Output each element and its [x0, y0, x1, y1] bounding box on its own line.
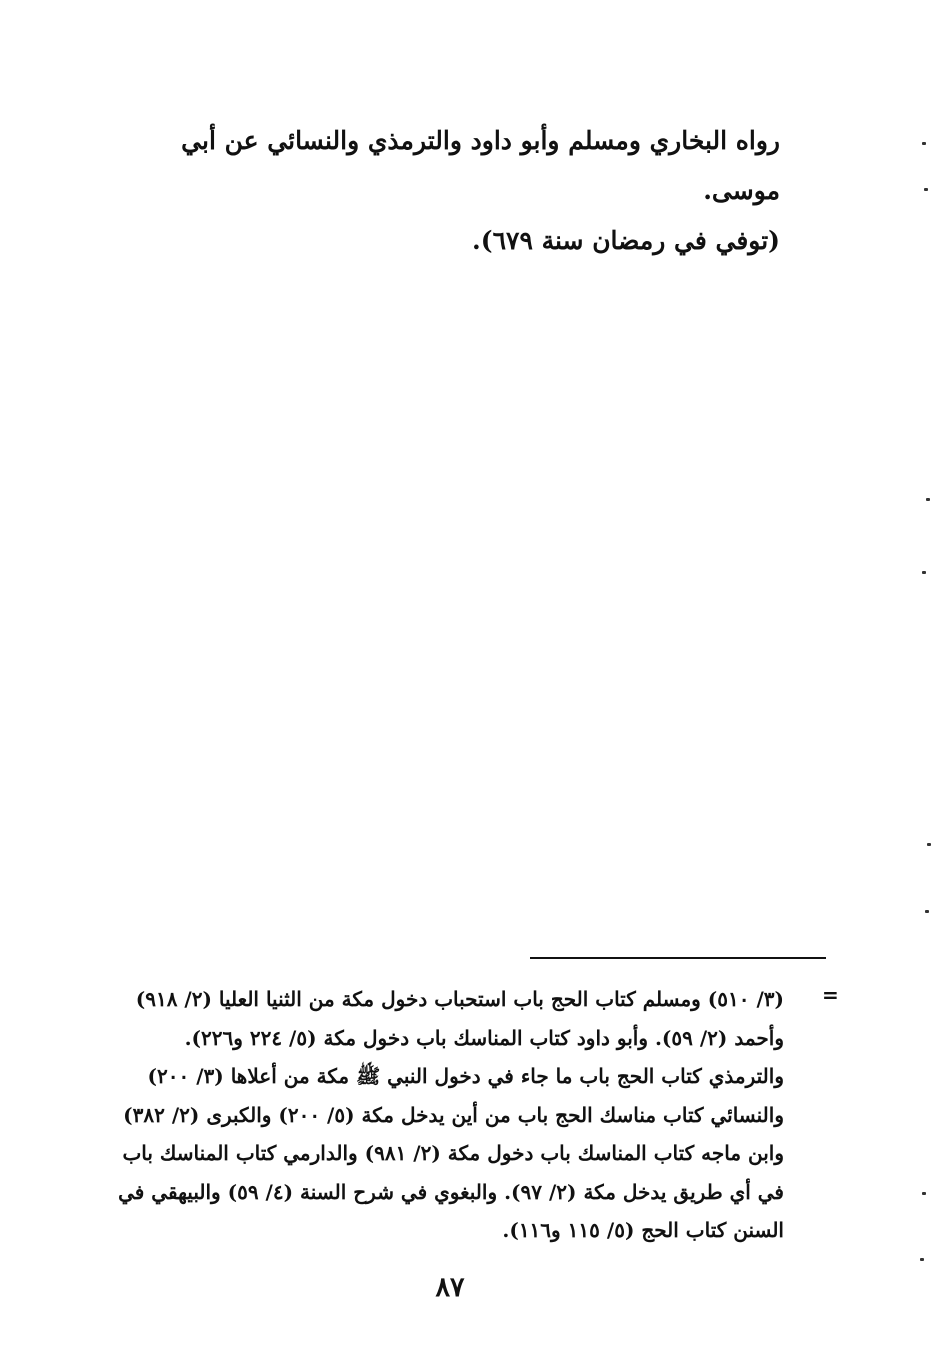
margin-speck: [922, 142, 926, 145]
footnote-line-7: السنن كتاب الحج (٥/ ١١٥ و١١٦).: [502, 1218, 784, 1242]
main-text-line-2: (توفي في رمضان سنة ٦٧٩).: [472, 226, 780, 255]
footnote-separator: [530, 957, 826, 959]
margin-speck: [920, 1258, 924, 1261]
footnote-continuation-mark: =: [822, 983, 839, 1007]
margin-speck: [922, 571, 926, 574]
main-text-line-1: رواه البخاري ومسلم وأبو داود والترمذي والنسائي عن أبي موسى.: [181, 126, 780, 205]
footnote-line-1: (٣/ ٥١٠) ومسلم كتاب الحج باب استحباب دخول مكة من الثنيا العليا (٢/ ٩١٨): [135, 987, 784, 1011]
main-text-block: [170, 116, 780, 266]
margin-speck: [924, 188, 928, 191]
margin-speck: [926, 498, 930, 501]
margin-speck: [927, 843, 931, 846]
page-number: ٨٧: [435, 1272, 465, 1303]
footnote-line-4: والنسائي كتاب مناسك الحج باب من أين يدخل مكة (٥/ ٢٠٠) والكبرى (٢/ ٣٨٢): [123, 1102, 784, 1127]
margin-speck: [925, 910, 929, 913]
margin-speck: [922, 1192, 926, 1195]
footnote-line-6: في أي طريق يدخل مكة (٢/ ٩٧). والبغوي في شرح السنة (٤/ ٥٩) والبيهقي في: [118, 1179, 784, 1204]
footnote-block: [104, 980, 784, 1250]
footnote-line-3: والترمذي كتاب الحج باب ما جاء في دخول النبي ﷺ مكة من أعلاها (٣/ ٢٠٠): [147, 1064, 784, 1088]
footnote-line-2: وأحمد (٢/ ٥٩). وأبو داود كتاب المناسك باب دخول مكة (٥/ ٢٢٤ و٢٢٦).: [184, 1025, 784, 1050]
footnote-line-5: وابن ماجه كتاب المناسك باب دخول مكة (٢/ ٩٨١) والدارمي كتاب المناسك باب: [122, 1141, 784, 1165]
